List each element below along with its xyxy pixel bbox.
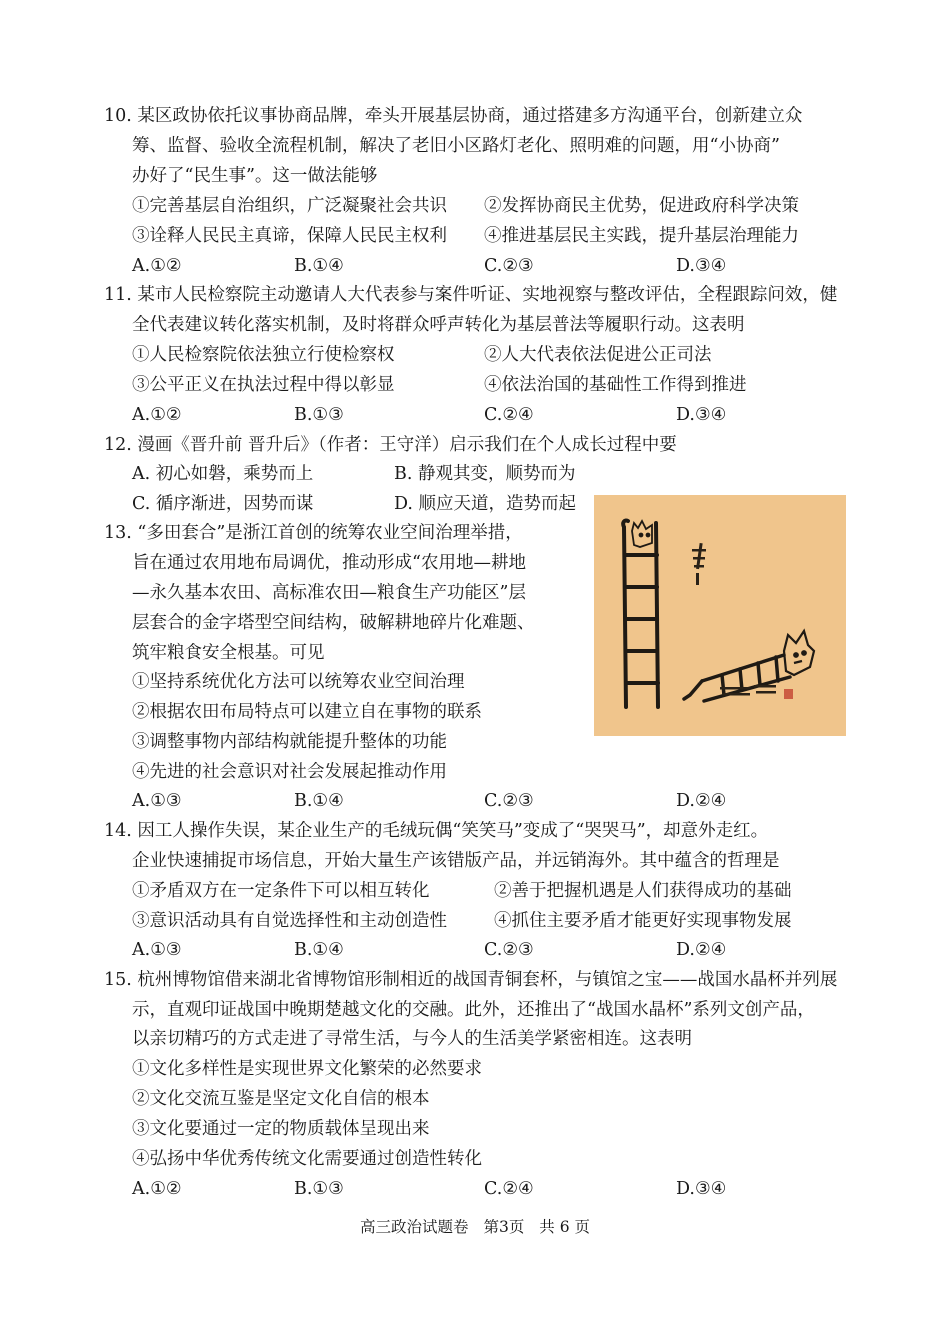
question-11-statement-1: ①人民检察院依法独立行使检察权 — [132, 345, 395, 365]
question-10-option-d[interactable]: D.③④ — [676, 256, 727, 276]
question-10-statement-1: ①完善基层自治组织，广泛凝聚社会共识 — [132, 196, 447, 216]
question-10-stem-line-3: 办好了“民生事”。这一做法能够 — [132, 166, 378, 186]
question-13-option-b[interactable]: B.①④ — [294, 791, 344, 811]
question-12-option-b[interactable]: B. 静观其变，顺势而为 — [394, 464, 576, 484]
question-12-option-c[interactable]: C. 循序渐进，因势而谋 — [132, 494, 314, 514]
question-14-option-a[interactable]: A.①③ — [132, 940, 182, 960]
question-13-stem-line-1: 13. “多田套合”是浙江首创的统筹农业空间治理举措， — [104, 523, 523, 543]
question-10-statement-4: ④推进基层民主实践，提升基层治理能力 — [484, 226, 799, 246]
question-15-option-d[interactable]: D.③④ — [676, 1179, 727, 1199]
red-seal-icon — [784, 689, 793, 699]
question-13-option-c[interactable]: C.②③ — [484, 791, 534, 811]
question-15-stem-line-1: 15. 杭州博物馆借来湖北省博物馆形制相近的战国青铜套杯，与镇馆之宝——战国水晶杯并列展 — [104, 970, 838, 990]
question-10-statement-3: ③诠释人民民主真谛，保障人民民主权利 — [132, 226, 447, 246]
question-12-option-d[interactable]: D. 顺应天道，造势而起 — [394, 494, 577, 514]
question-11-statement-2: ②人大代表依法促进公正司法 — [484, 345, 712, 365]
question-15-statement-4: ④弘扬中华优秀传统文化需要通过创造性转化 — [132, 1149, 482, 1169]
question-12-stem-line-1: 12. 漫画《晋升前 晋升后》（作者：王守洋）启示我们在个人成长过程中要 — [104, 435, 677, 455]
question-14-option-b[interactable]: B.①④ — [294, 940, 344, 960]
question-13-option-a[interactable]: A.①③ — [132, 791, 182, 811]
question-10-option-c[interactable]: C.②③ — [484, 256, 534, 276]
question-10-option-b[interactable]: B.①④ — [294, 256, 344, 276]
footer-page-number: 第3页 — [483, 1218, 525, 1236]
question-15-stem-line-3: 以亲切精巧的方式走进了寻常生活，与今人的生活美学紧密相连。这表明 — [132, 1029, 692, 1049]
question-12-option-a[interactable]: A. 初心如磐，乘势而上 — [132, 464, 314, 484]
question-10-option-a[interactable]: A.①② — [132, 256, 182, 276]
question-11-stem-line-2: 全代表建议转化落实机制，及时将群众呼声转化为基层普法等履职行动。这表明 — [132, 315, 745, 335]
question-13-stem-line-3: —永久基本农田、高标准农田—粮食生产功能区”层 — [132, 583, 526, 603]
question-10-statement-2: ②发挥协商民主优势，促进政府科学决策 — [484, 196, 799, 216]
question-14-option-c[interactable]: C.②③ — [484, 940, 534, 960]
question-13-statement-4: ④先进的社会意识对社会发展起推动作用 — [132, 762, 447, 782]
question-15-statement-2: ②文化交流互鉴是坚定文化自信的根本 — [132, 1089, 430, 1109]
question-15-option-c[interactable]: C.②④ — [484, 1179, 534, 1199]
question-13-stem-line-2: 旨在通过农用地布局调优，推动形成“农用地—耕地 — [132, 553, 526, 573]
question-11-statement-3: ③公平正义在执法过程中得以彰显 — [132, 375, 395, 395]
question-13-statement-3: ③调整事物内部结构就能提升整体的功能 — [132, 732, 447, 752]
question-15-option-b[interactable]: B.①③ — [294, 1179, 344, 1199]
question-14-statement-3: ③意识活动具有自觉选择性和主动创造性 — [132, 911, 447, 931]
question-14-stem-line-1: 14. 因工人操作失误，某企业生产的毛绒玩偶“笑笑马”变成了“哭哭马”，却意外走红。 — [104, 821, 769, 841]
question-11-option-b[interactable]: B.①③ — [294, 405, 344, 425]
question-14-statement-4: ④抓住主要矛盾才能更好实现事物发展 — [494, 911, 792, 931]
question-14-statement-2: ②善于把握机遇是人们获得成功的基础 — [494, 881, 792, 901]
question-13-statement-2: ②根据农田布局特点可以建立自在事物的联系 — [132, 702, 482, 722]
question-11-option-c[interactable]: C.②④ — [484, 405, 534, 425]
question-10-stem-line-2: 筹、监督、验收全流程机制，解决了老旧小区路灯老化、照明难的问题，用“小协商” — [132, 136, 780, 156]
footer-total-pages: 共 6 页 — [539, 1218, 590, 1236]
question-15-stem-line-2: 示，直观印证战国中晚期楚越文化的交融。此外，还推出了“战国水晶杯”系列文创产品， — [132, 1000, 815, 1020]
question-11-statement-4: ④依法治国的基础性工作得到推进 — [484, 375, 747, 395]
question-15-statement-3: ③文化要通过一定的物质载体呈现出来 — [132, 1119, 430, 1139]
question-15-statement-1: ①文化多样性是实现世界文化繁荣的必然要求 — [132, 1059, 482, 1079]
ladder-cartoon-drawing — [594, 495, 846, 736]
question-14-stem-line-2: 企业快速捕捉市场信息，开始大量生产该错版产品，并远销海外。其中蕴含的哲理是 — [132, 851, 780, 871]
cartoon-image — [594, 495, 846, 736]
question-11-option-d[interactable]: D.③④ — [676, 405, 727, 425]
question-13-option-d[interactable]: D.②④ — [676, 791, 727, 811]
question-13-statement-1: ①坚持系统优化方法可以统筹农业空间治理 — [132, 672, 465, 692]
page-footer — [0, 1216, 950, 1238]
footer-exam-title: 高三政治试题卷 — [360, 1218, 469, 1236]
question-15-option-a[interactable]: A.①② — [132, 1179, 182, 1199]
question-13-stem-line-4: 层套合的金字塔型空间结构，破解耕地碎片化难题、 — [132, 613, 535, 633]
question-10-stem-line-1: 10. 某区政协依托议事协商品牌，牵头开展基层协商，通过搭建多方沟通平台，创新建立众 — [104, 106, 803, 126]
question-14-statement-1: ①矛盾双方在一定条件下可以相互转化 — [132, 881, 430, 901]
question-14-option-d[interactable]: D.②④ — [676, 940, 727, 960]
question-11-option-a[interactable]: A.①② — [132, 405, 182, 425]
question-13-stem-line-5: 筑牢粮食安全根基。可见 — [132, 643, 325, 663]
question-11-stem-line-1: 11. 某市人民检察院主动邀请人大代表参与案件听证、实地视察与整改评估，全程跟踪问效，健 — [104, 285, 838, 305]
